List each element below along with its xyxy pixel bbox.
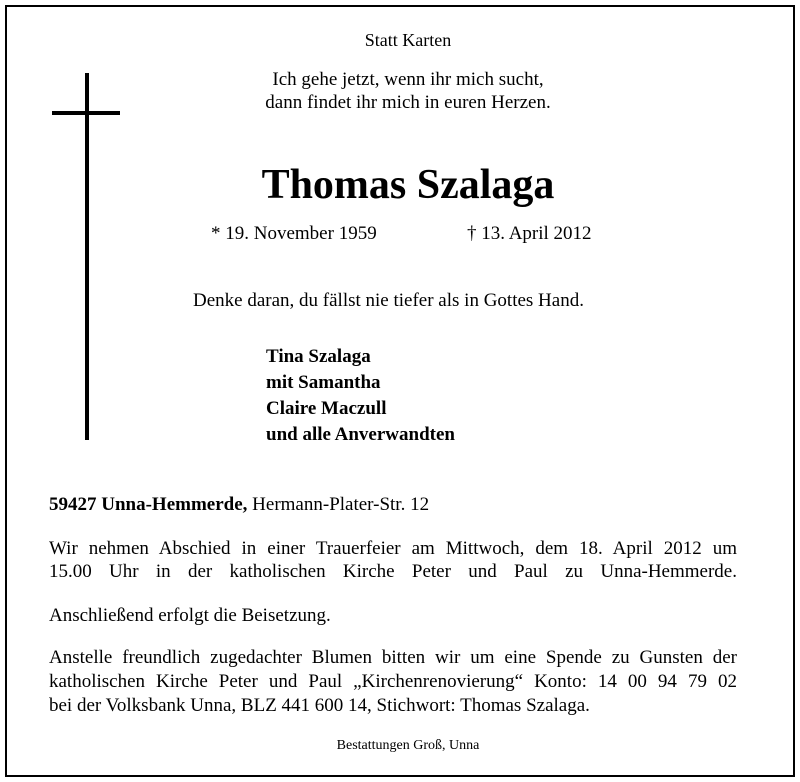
address-street: Hermann-Plater-Str. 12	[252, 494, 430, 515]
verse-line-1: Ich gehe jetzt, wenn ihr mich sucht,	[272, 69, 544, 90]
statt-karten-header: Statt Karten	[364, 30, 452, 50]
address	[49, 494, 429, 516]
verse-line-2: dann findet ihr mich in euren Herzen.	[265, 92, 551, 113]
motto: Denke daran, du fällst nie tiefer als in Gottes Hand.	[193, 290, 584, 311]
funeral-home: Bestattungen Groß, Unna	[336, 738, 480, 753]
mourner-3: Claire Maczull	[266, 398, 387, 419]
ceremony-line-1: Wir nehmen Abschied in einer Trauerfeier am Mittwoch, dem 18. April 2012 um	[49, 538, 737, 559]
donation-line-1: Anstelle freundlich zugedachter Blumen bitten wir um eine Spende zu Gunsten der	[49, 647, 737, 668]
cross-vertical-bar	[85, 73, 89, 440]
deceased-name: Thomas Szalaga	[261, 162, 555, 208]
address-city: 59427 Unna-Hemmerde,	[49, 494, 248, 515]
mourner-1: Tina Szalaga	[266, 346, 371, 367]
donation-line-3: bei der Volksbank Unna, BLZ 441 600 14, Stichwort: Thomas Szalaga.	[49, 695, 590, 716]
mourner-4: und alle Anverwandten	[266, 424, 455, 445]
birth-date: * 19. November 1959	[211, 223, 377, 244]
burial-note: Anschließend erfolgt die Beisetzung.	[49, 605, 331, 626]
ceremony-line-2: 15.00 Uhr in der katholischen Kirche Peter und Paul zu Unna-Hemmerde.	[49, 561, 737, 582]
mourner-2: mit Samantha	[266, 372, 381, 393]
death-date: † 13. April 2012	[467, 223, 592, 244]
donation-line-2: katholischen Kirche Peter und Paul „Kirchenrenovierung“ Konto: 14 00 94 79 02	[49, 671, 737, 692]
